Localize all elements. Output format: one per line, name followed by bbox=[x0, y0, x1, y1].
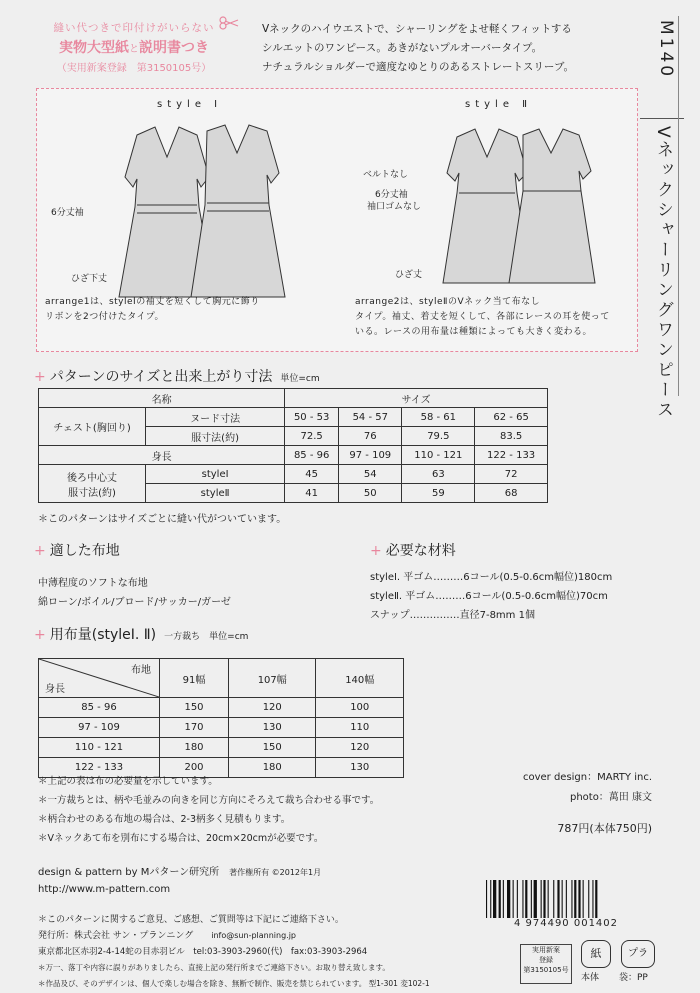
photo-credit: photo：萬田 康文 bbox=[569, 792, 652, 803]
label-hizashita: ひざ下丈 bbox=[71, 274, 108, 284]
utility-stamp: 実用新案 登録 第3150105号 bbox=[520, 944, 572, 984]
materials-title: + 必要な材料 bbox=[370, 543, 456, 559]
scissors-icon bbox=[218, 16, 240, 30]
credits bbox=[460, 768, 652, 808]
barcode-bar bbox=[553, 880, 554, 920]
barcode-bar bbox=[548, 880, 549, 920]
width-91: 91幅 bbox=[160, 659, 229, 698]
eco-bag: 袋：PP bbox=[619, 973, 648, 983]
barcode-bar bbox=[499, 880, 501, 920]
style2-label: style Ⅱ bbox=[465, 99, 533, 110]
th-size: サイズ bbox=[285, 389, 548, 408]
barcode-bar bbox=[513, 880, 514, 920]
intro-text: Vネックのハイウエストで、シャーリングをよせ軽くフィットする シルエットのワンピース。あきがないプルオーバータイプ。 ナチュラルショルダーで適度なゆとりのあるストレートスリーブ。 bbox=[262, 23, 575, 73]
row-style1: styleⅠ bbox=[146, 465, 285, 484]
warn1: ＊万一、落丁や内容に誤りがありましたら、直接上記の発行所までご連絡下さい。お取り替え致します。 bbox=[38, 963, 390, 972]
badge-line3: （実用新案登録 第3150105号） bbox=[56, 63, 212, 74]
contact-block: ＊このパターンに関するご意見、ご感想、ご質問等は下記にご連絡下さい。 発行所：株式会社 サン・プランニング info@sun-planning.jp 東京都北区赤羽2-4-14蛇の目赤羽ビル tel:03-3903-2960(代) fax:03-3903-2964 ＊万一、落丁や内容に誤りがありましたら、直接上記の発行所までご連絡下さい。お取り替え致します。 ＊作品及び、そのデザインは、個人で楽しむ場合を除き、無断で制作、販売を禁じられています。 型1-301 変102-1 bbox=[38, 912, 508, 992]
width-107: 107幅 bbox=[229, 659, 316, 698]
size-table: 名称 サイズ チェスト(胸回り) ヌード寸法 50 - 53 54 - 57 58 - 61 62 - 65 服寸法(約) 72.5 76 79.5 83.5 身長 85 - 96 97 - 109 110 - 121 122 - 133 後ろ中心丈 服寸法(約) styleⅠ 45 54 63 72 styleⅡ 41 50 59 68 bbox=[38, 388, 548, 503]
barcode-bar bbox=[517, 880, 518, 920]
label-sodeguchi: 袖口ゴムなし bbox=[367, 202, 422, 212]
table-row: 122 - 133 200 180 130 bbox=[39, 758, 404, 778]
barcode-bar bbox=[595, 880, 597, 920]
email[interactable]: info@sun-planning.jp bbox=[211, 931, 297, 940]
materials-text: styleⅠ. 平ゴム………6コール(0.5-0.6cm幅位)180cm styleⅡ. 平ゴム………6コール(0.5-0.6cm幅位)70cm スナップ……………直径7-8mm 1個 bbox=[370, 572, 613, 621]
row-back-length: 後ろ中心丈 服寸法(約) bbox=[39, 465, 146, 503]
vertical-title: Vネックシャーリングワンピース bbox=[653, 126, 673, 421]
width-140: 140幅 bbox=[316, 659, 404, 698]
barcode-bar bbox=[592, 880, 593, 920]
barcode-bar bbox=[490, 880, 491, 920]
yardage-notes: ＊上記の表は布の必要量を示しています。 ＊一方裁ちとは、柄や毛並みの向きを同じ方向にそろえて裁ち合わせる事です。 ＊柄合わせのある布地の場合は、2-3柄多く見積もります。 ＊Vネックあて布を別布にする場合は、20cm×20cmが必要です。 bbox=[38, 776, 380, 844]
copyright: 著作権所有 ©2012年1月 bbox=[229, 868, 322, 877]
row-height: 身長 bbox=[39, 446, 285, 465]
style1-label: style Ⅰ bbox=[157, 99, 223, 110]
badge-line2: 実物大型紙と説明書つき bbox=[59, 40, 209, 56]
barcode-bar bbox=[583, 880, 584, 920]
fabric-text: 中薄程度のソフトな布地 綿ローン/ボイル/ブロード/サッカー/ガーゼ bbox=[38, 578, 231, 608]
table-row: 110 - 121 180 150 120 bbox=[39, 738, 404, 758]
barcode-bar bbox=[588, 880, 589, 920]
barcode-number: 4 974490 001402 bbox=[478, 918, 654, 929]
cover-credit: cover design：MARTY inc. bbox=[522, 772, 652, 783]
size-section-title: + パターンのサイズと出来上がり寸法 単位=cm bbox=[34, 369, 320, 385]
row-nude: ヌード寸法 bbox=[146, 408, 285, 427]
dress-style1-drawing bbox=[97, 117, 297, 307]
website-link[interactable]: http://www.m-pattern.com bbox=[38, 884, 171, 895]
label-6bu: 6分丈袖 bbox=[51, 208, 84, 218]
yardage-corner: 布地 身長 bbox=[39, 659, 160, 698]
recycle-marks bbox=[575, 940, 661, 986]
row-garment: 服寸法(約) bbox=[146, 427, 285, 446]
row-style2: styleⅡ bbox=[146, 484, 285, 503]
label-6bu2: 6分丈袖 bbox=[375, 190, 408, 200]
address: 東京都北区赤羽2-4-14蛇の目赤羽ビル tel:03-3903-2960(代) fax:03-3903-2964 bbox=[38, 947, 368, 957]
fabric-title: + 適した布地 bbox=[34, 543, 120, 559]
size-note: ＊このパターンはサイズごとに縫い代がついています。 bbox=[38, 514, 287, 525]
paper-recycle-icon: 紙 bbox=[581, 940, 611, 968]
arrange2-note: arrange2は、styleⅡのVネック当て布なし タイプ。袖丈、着丈を短くして、各部にレースの耳を使って いる。レースの用布量は種類によっても大きく変わる。 bbox=[355, 297, 610, 337]
row-chest: チェスト(胸回り) bbox=[39, 408, 146, 446]
barcode-bar bbox=[507, 880, 510, 920]
barcode-bar bbox=[486, 880, 487, 920]
spine-line bbox=[678, 16, 679, 396]
yardage-title: + 用布量(styleⅠ. Ⅱ) 一方裁ち 単位=cm bbox=[34, 627, 249, 643]
barcode-bar bbox=[543, 880, 545, 920]
barcode-bar bbox=[531, 880, 532, 920]
pattern-badge bbox=[18, 20, 250, 72]
label-hiza: ひざ丈 bbox=[395, 270, 423, 280]
plastic-recycle-icon: プラ bbox=[621, 940, 655, 968]
barcode-bar bbox=[525, 880, 527, 920]
barcode-bar bbox=[574, 880, 576, 920]
yardage-table bbox=[38, 658, 404, 778]
barcode-bar bbox=[571, 880, 572, 920]
company-name: 発行所：株式会社 サン・プランニング bbox=[38, 931, 194, 941]
eco-body: 本体 bbox=[581, 973, 600, 983]
pattern-code: M140 bbox=[656, 20, 676, 80]
price: 787円(本体750円) bbox=[557, 822, 652, 835]
illustration-panel bbox=[36, 88, 638, 352]
warn2: ＊作品及び、そのデザインは、個人で楽しむ場合を除き、無断で制作、販売を禁じられています。 型1-301 変102-1 bbox=[38, 979, 430, 988]
barcode-bar bbox=[562, 880, 563, 920]
table-row: 97 - 109 170 130 110 bbox=[39, 718, 404, 738]
barcode-bar bbox=[578, 880, 580, 920]
th-name: 名称 bbox=[39, 389, 285, 408]
barcode-bar bbox=[534, 880, 537, 920]
publisher-block bbox=[38, 864, 321, 898]
barcode-bar bbox=[541, 880, 542, 920]
dress-style2-drawing bbox=[427, 123, 607, 293]
table-row: 85 - 96 150 120 100 bbox=[39, 698, 404, 718]
barcode-bar bbox=[522, 880, 523, 920]
design-credit: design & pattern by Mパターン研究所 bbox=[38, 867, 220, 878]
badge-line1: 縫い代つきで印付けがいらない bbox=[53, 22, 215, 34]
label-beltnashi: ベルトなし bbox=[363, 170, 409, 180]
barcode-bar bbox=[493, 880, 496, 920]
barcode-bar bbox=[566, 880, 567, 920]
barcode-bar bbox=[503, 880, 504, 920]
arrange1-note: arrange1は、styleⅠの袖丈を短くして胸元に飾り リボンを2つ付けたタイプ。 bbox=[45, 297, 260, 322]
barcode-bar bbox=[557, 880, 559, 920]
